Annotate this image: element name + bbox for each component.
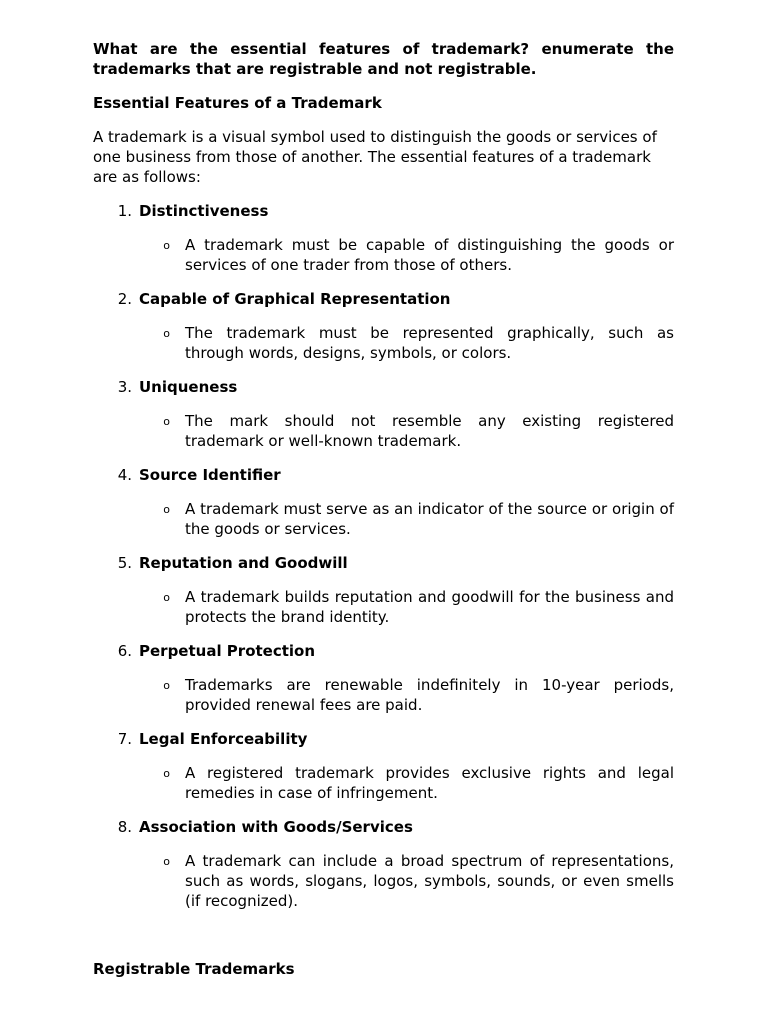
question-text: What are the essential features of trademark? enumerate the trademarks that are registrable and not registrable. [93, 40, 674, 78]
feature-number: 7. [117, 730, 132, 748]
feature-title: Reputation and Goodwill [139, 554, 348, 572]
bullet-icon: o [163, 415, 170, 428]
bullet-icon: o [163, 767, 170, 780]
bullet-icon: o [163, 679, 170, 692]
feature-item [93, 201, 674, 275]
feature-detail: A trademark can include a broad spectrum of representations, such as words, slogans, logos, symbols, sounds, or even smells (if recognized). [185, 852, 674, 910]
feature-item [93, 289, 674, 363]
feature-item [93, 817, 674, 911]
feature-title: Source Identifier [139, 466, 281, 484]
feature-item [93, 641, 674, 715]
bullet-icon: o [163, 591, 170, 604]
document-page [93, 39, 674, 979]
feature-number: 1. [117, 202, 132, 220]
feature-detail: A trademark builds reputation and goodwill for the business and protects the brand identity. [185, 588, 674, 626]
bullet-icon: o [163, 855, 170, 868]
feature-title: Uniqueness [139, 378, 238, 396]
feature-number: 2. [117, 290, 132, 308]
feature-title: Perpetual Protection [139, 642, 316, 660]
feature-detail: The trademark must be represented graphically, such as through words, designs, symbols, or colors. [185, 324, 674, 362]
bullet-icon: o [163, 327, 170, 340]
spacer [93, 925, 674, 959]
feature-number: 5. [117, 554, 132, 572]
feature-detail: A registered trademark provides exclusive rights and legal remedies in case of infringement. [185, 764, 674, 802]
feature-item [93, 377, 674, 451]
feature-detail: A trademark must serve as an indicator of the source or origin of the goods or services. [185, 500, 674, 538]
feature-item [93, 553, 674, 627]
features-list [93, 201, 674, 911]
feature-detail: A trademark must be capable of distinguishing the goods or services of one trader from those of others. [185, 236, 674, 274]
feature-detail: Trademarks are renewable indefinitely in 10-year periods, provided renewal fees are paid. [185, 676, 674, 714]
section-heading: Essential Features of a Trademark [93, 94, 382, 112]
feature-item [93, 729, 674, 803]
feature-number: 3. [117, 378, 132, 396]
feature-item [93, 465, 674, 539]
feature-detail: The mark should not resemble any existing registered trademark or well-known trademark. [185, 412, 674, 450]
feature-title: Capable of Graphical Representation [139, 290, 451, 308]
intro-paragraph: A trademark is a visual symbol used to distinguish the goods or services of one business from those of another. The essential features of a trademark are as follows: [93, 128, 657, 186]
bullet-icon: o [163, 503, 170, 516]
next-section-heading: Registrable Trademarks [93, 960, 295, 978]
feature-title: Distinctiveness [139, 202, 269, 220]
feature-number: 4. [117, 466, 132, 484]
feature-title: Association with Goods/Services [139, 818, 413, 836]
feature-number: 8. [117, 818, 132, 836]
feature-number: 6. [117, 642, 132, 660]
feature-title: Legal Enforceability [139, 730, 308, 748]
bullet-icon: o [163, 239, 170, 252]
